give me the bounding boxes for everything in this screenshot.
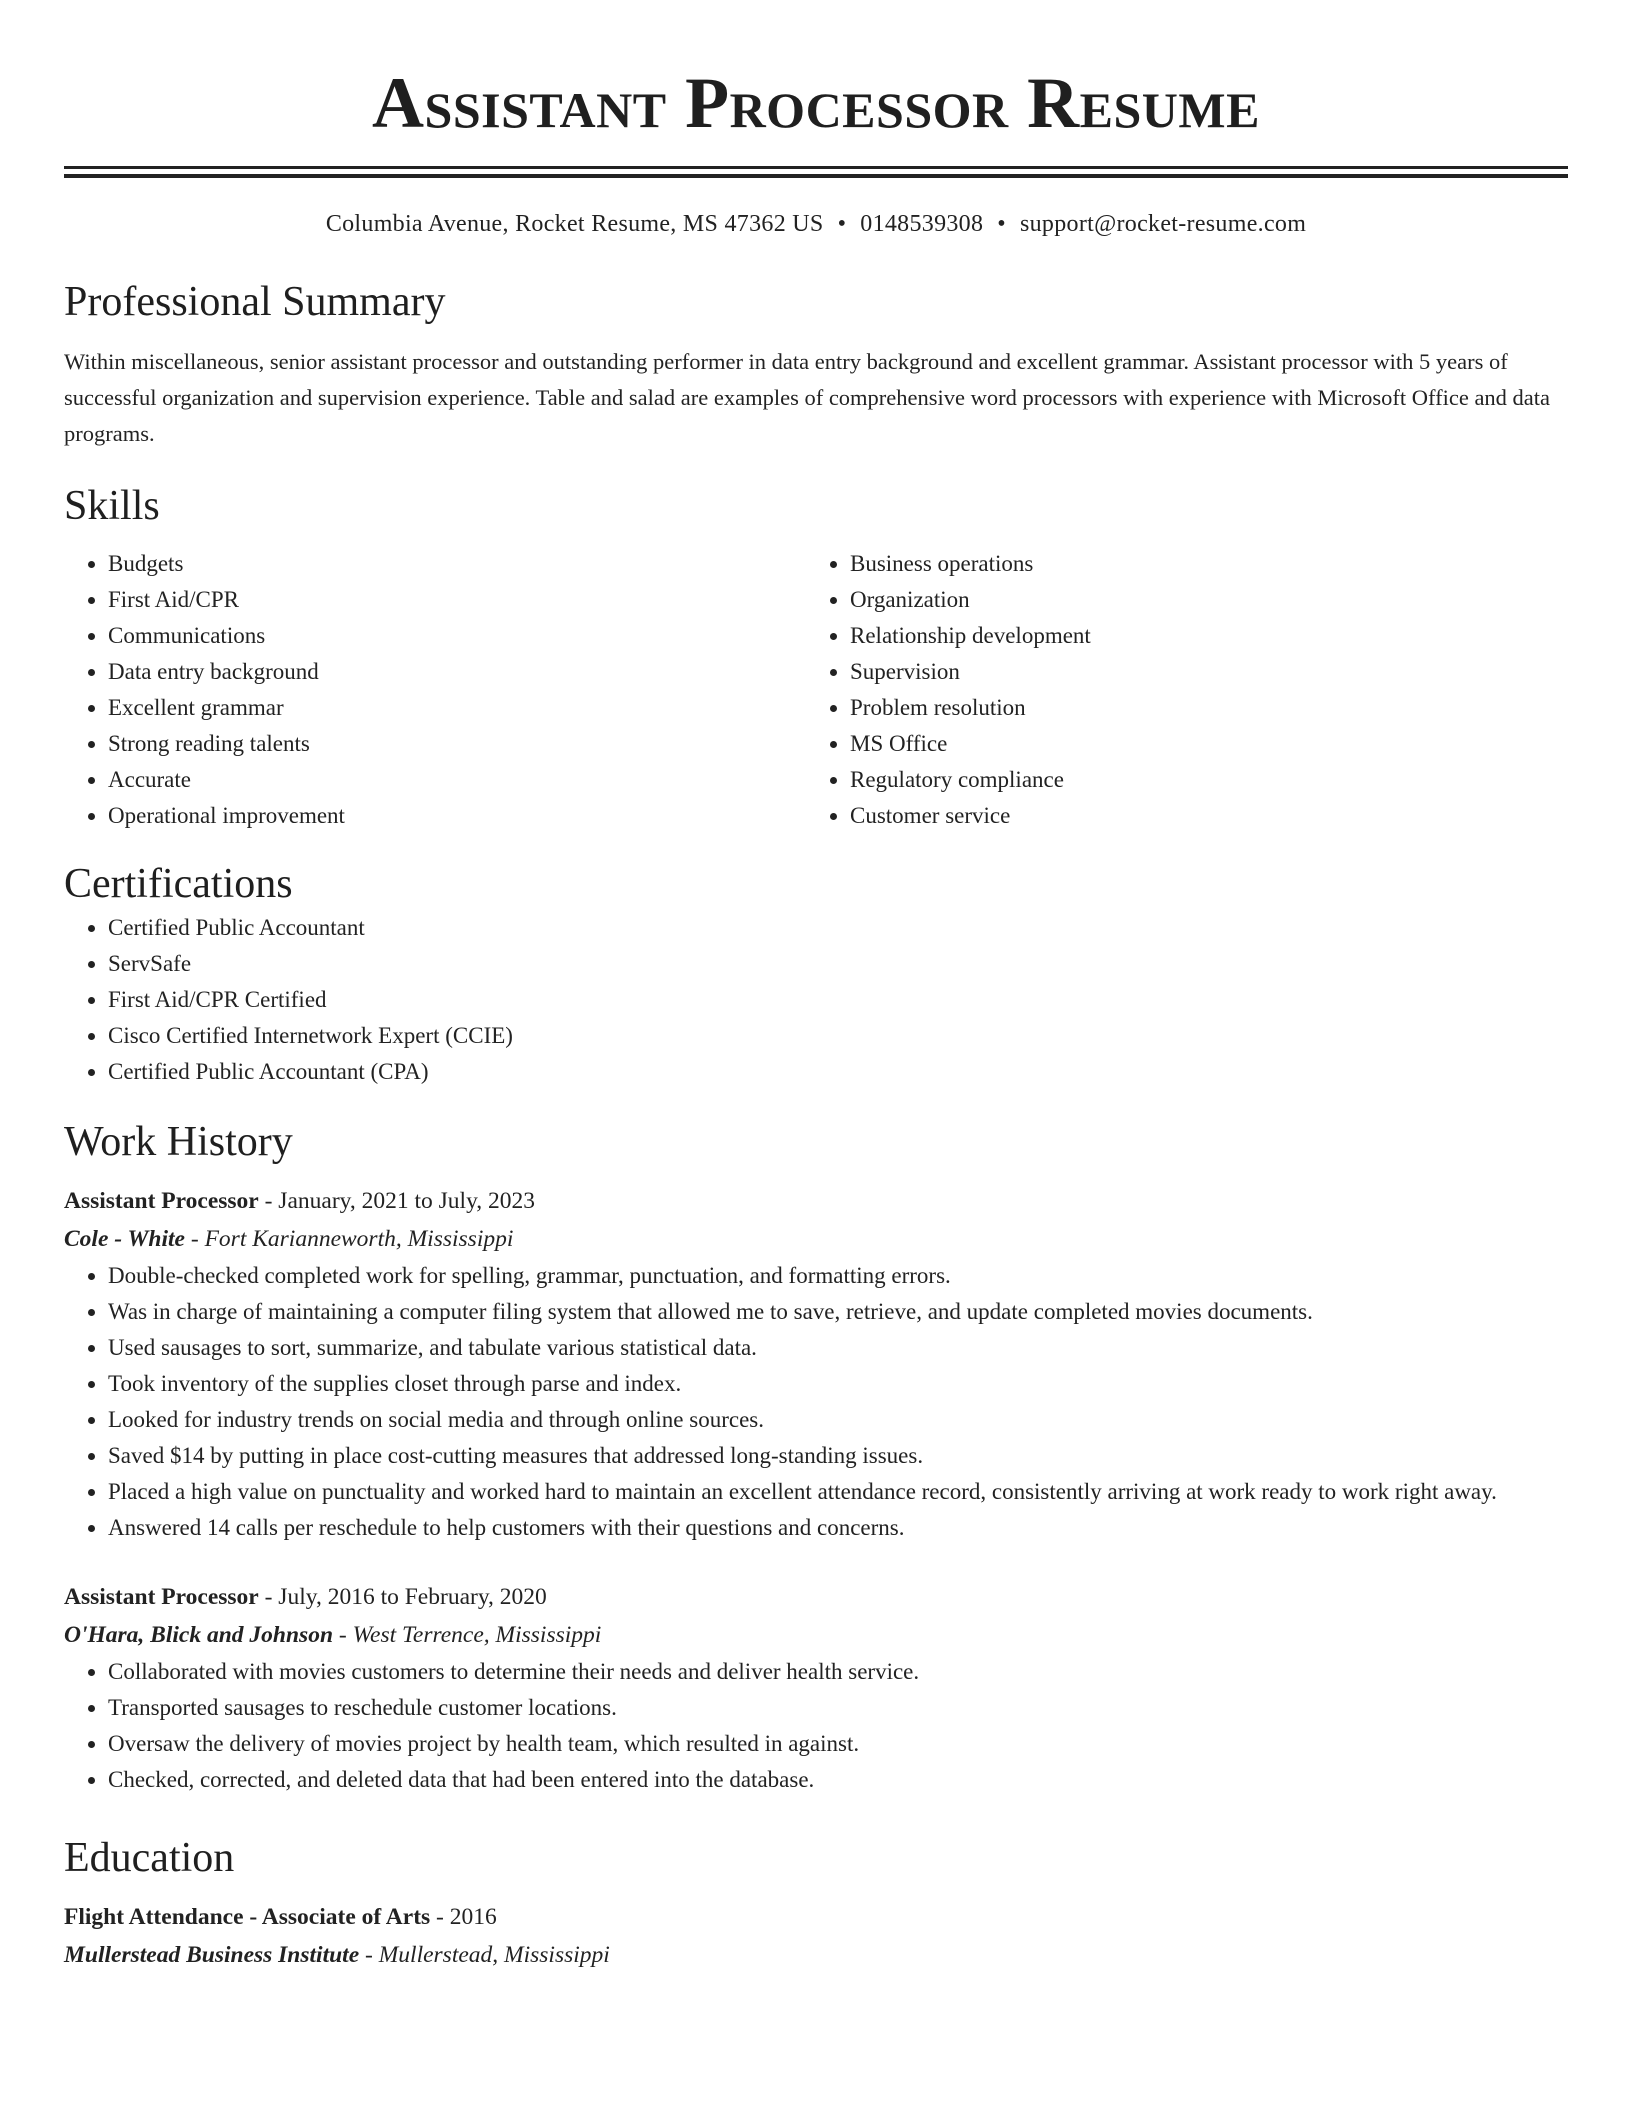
summary-text: Within miscellaneous, senior assistant processor and outstanding performer in data entry background and excellent grammar. Assistant processor with 5 years of successful organization and supervision experience. Table and salad are examples of comprehensive word processors with experience with Microsoft Office and data programs.: [64, 349, 1551, 446]
job-header: [64, 1182, 1568, 1220]
certifications-list: [64, 910, 1568, 1090]
work-history-heading: Work History: [64, 1119, 293, 1165]
job-title: Assistant Processor: [64, 1584, 259, 1610]
skill-item: • First Aid/CPR: [108, 582, 806, 618]
skills-list-left: [64, 546, 806, 834]
skill-item: • Accurate: [108, 762, 806, 798]
contact-address: Columbia Avenue, Rocket Resume, MS 47362 US: [325, 211, 824, 237]
contact-email: support@rocket-resume.com: [1019, 211, 1307, 237]
job-entry: [64, 1578, 1568, 1798]
skill-item: • MS Office: [850, 726, 1548, 762]
job-duty: • Answered 14 calls per reschedule to help customers with their questions and concerns.: [108, 1510, 1568, 1546]
skill-item: • Problem resolution: [850, 690, 1548, 726]
skill-item: • Operational improvement: [108, 798, 806, 834]
job-duty: • Collaborated with movies customers to determine their needs and deliver health service.: [108, 1654, 1568, 1690]
job-employer: [64, 1220, 1568, 1258]
skill-item: • Excellent grammar: [108, 690, 806, 726]
contact-separator: •: [837, 211, 847, 237]
skills-column-right: [806, 546, 1548, 834]
job-company: Cole - White: [64, 1226, 185, 1252]
skill-item: • Customer service: [850, 798, 1548, 834]
certification-item: • ServSafe: [108, 946, 1568, 982]
certification-item: • First Aid/CPR Certified: [108, 982, 1568, 1018]
education-school: Mullerstead Business Institute: [64, 1942, 360, 1968]
certification-item: • Cisco Certified Internetwork Expert (CCIE): [108, 1018, 1568, 1054]
job-duty: • Placed a high value on punctuality and worked hard to maintain an excellent attendance record, consistently arriving at work ready to work right away.: [108, 1474, 1568, 1510]
skills-heading: Skills: [64, 483, 160, 529]
skills-grid: [64, 546, 1568, 834]
skill-item: • Data entry background: [108, 654, 806, 690]
skill-item: • Organization: [850, 582, 1548, 618]
job-location: - Fort Karianneworth, Mississippi: [185, 1226, 514, 1252]
job-duties-list: [64, 1654, 1568, 1798]
job-duty: • Oversaw the delivery of movies project by health team, which resulted in against.: [108, 1726, 1568, 1762]
job-title: Assistant Processor: [64, 1188, 259, 1214]
skill-item: • Business operations: [850, 546, 1548, 582]
job-duty: • Used sausages to sort, summarize, and tabulate various statistical data.: [108, 1330, 1568, 1366]
job-duty: • Transported sausages to reschedule customer locations.: [108, 1690, 1568, 1726]
job-location: - West Terrence, Mississippi: [333, 1622, 602, 1648]
certification-item: • Certified Public Accountant: [108, 910, 1568, 946]
job-duty: • Was in charge of maintaining a computer filing system that allowed me to save, retrieve, and update completed movies documents.: [108, 1294, 1568, 1330]
job-header: [64, 1578, 1568, 1616]
education-institution: [64, 1936, 1568, 1974]
education-location: - Mullerstead, Mississippi: [359, 1942, 610, 1968]
skill-item: • Regulatory compliance: [850, 762, 1548, 798]
skills-column-left: [64, 546, 806, 834]
skill-item: • Supervision: [850, 654, 1548, 690]
contact-phone: 0148539308: [860, 211, 984, 237]
job-duty: • Looked for industry trends on social media and through online sources.: [108, 1402, 1568, 1438]
skill-item: • Communications: [108, 618, 806, 654]
education-heading: Education: [64, 1835, 235, 1881]
job-dates: - July, 2016 to February, 2020: [258, 1584, 547, 1610]
education-header: [64, 1898, 1568, 1936]
job-employer: [64, 1616, 1568, 1654]
job-entry: [64, 1182, 1568, 1546]
job-company: O'Hara, Blick and Johnson: [64, 1622, 334, 1648]
job-duty: • Took inventory of the supplies closet through parse and index.: [108, 1366, 1568, 1402]
education-year: - 2016: [430, 1904, 497, 1930]
page-title: Assistant Processor Resume: [372, 63, 1260, 143]
skill-item: • Strong reading talents: [108, 726, 806, 762]
job-duties-list: [64, 1258, 1568, 1546]
contact-line: [64, 208, 1568, 240]
education-degree: Flight Attendance - Associate of Arts: [64, 1904, 431, 1930]
job-duty: • Checked, corrected, and deleted data that had been entered into the database.: [108, 1762, 1568, 1798]
job-dates: - January, 2021 to July, 2023: [258, 1188, 536, 1214]
job-duty: • Saved $14 by putting in place cost-cutting measures that addressed long-standing issues.: [108, 1438, 1568, 1474]
skill-item: • Budgets: [108, 546, 806, 582]
skills-list-right: [806, 546, 1548, 834]
title-divider: [64, 166, 1568, 178]
education-entry: [64, 1898, 1568, 1974]
job-duty: • Double-checked completed work for spelling, grammar, punctuation, and formatting errors.: [108, 1258, 1568, 1294]
summary-heading: Professional Summary: [64, 279, 446, 325]
contact-separator: •: [997, 211, 1006, 237]
skill-item: • Relationship development: [850, 618, 1548, 654]
certification-item: • Certified Public Accountant (CPA): [108, 1054, 1568, 1090]
certifications-heading: Certifications: [64, 861, 293, 907]
